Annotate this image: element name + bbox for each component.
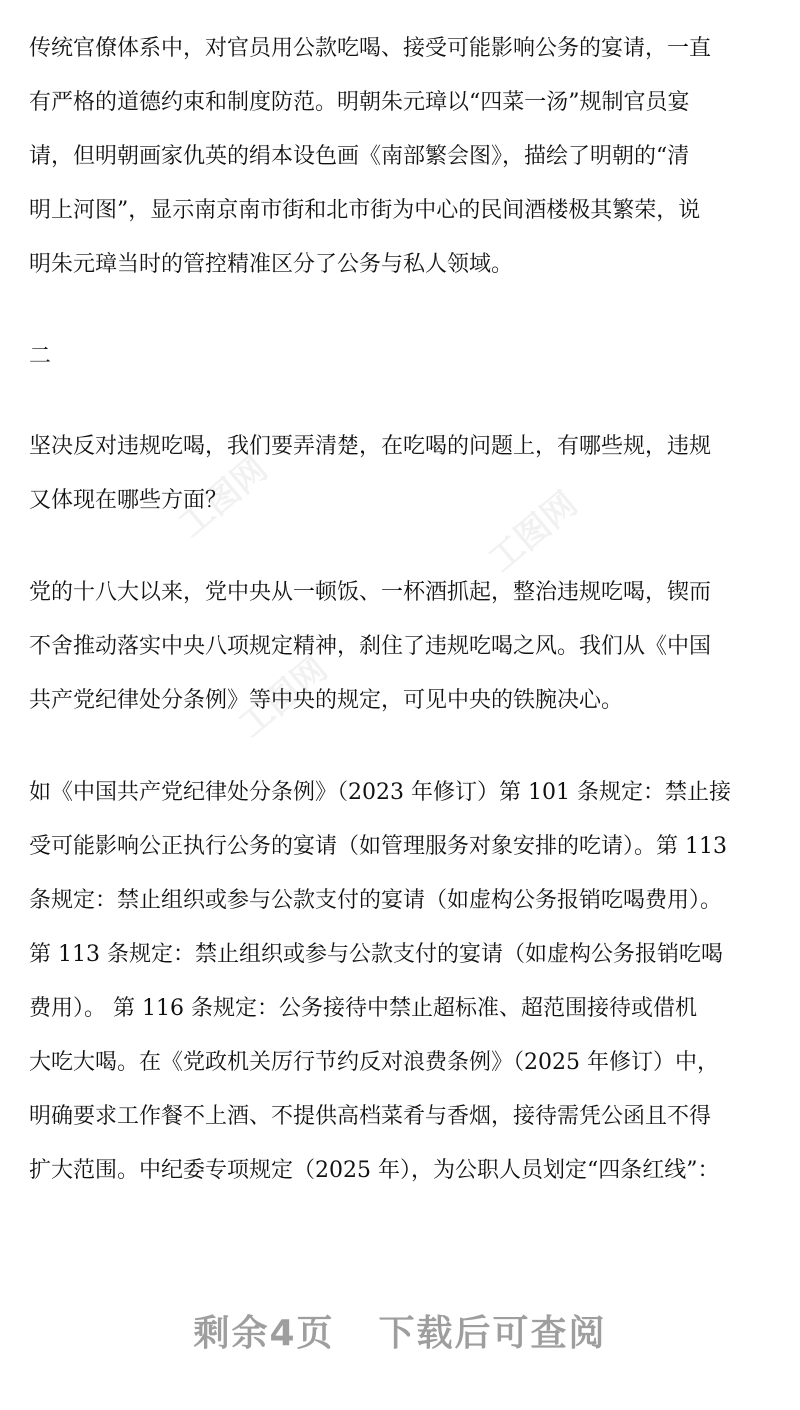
section-marker: 二 — [29, 344, 52, 369]
text-line: 党的十八大以来，党中央从一顿饭、一杯酒抓起，整治违规吃喝，锲而 — [29, 580, 712, 605]
text-line: 条规定：禁止组织或参与公款支付的宴请（如虚构公务报销吃喝费用）。 — [29, 888, 723, 913]
paragraph-4 — [29, 766, 774, 1198]
download-hint-label: 下载后可查阅 — [378, 1313, 607, 1354]
text-line: 明朱元璋当时的管控精准区分了公务与私人领域。 — [29, 252, 514, 277]
text-line: 又体现在哪些方面？ — [29, 488, 228, 513]
watermark: 工图网 — [231, 649, 336, 746]
text-line: 不舍推动落实中央八项规定精神，刹住了违规吃喝之风。我们从《中国 — [29, 634, 712, 659]
text-line: 有严格的道德约束和制度防范。明朝朱元璋以“四菜一汤”规制官员宴 — [29, 90, 690, 115]
text-line: 大吃大喝。在《党政机关厉行节约反对浪费条例》（2025 年修订）中， — [29, 1050, 719, 1075]
text-line: 扩大范围。中纪委专项规定（2025 年），为公职人员划定“四条红线”： — [29, 1158, 720, 1183]
text-line: 费用）。 第 116 条规定：公务接待中禁止超标准、超范围接待或借机 — [29, 996, 697, 1021]
text-line: 受可能影响公正执行公务的宴请（如管理服务对象安排的吃请）。第 113 — [29, 834, 727, 859]
paragraph-3 — [29, 566, 774, 728]
text-line: 明上河图”，显示南京南市街和北市街为中心的民间酒楼极其繁荣，说 — [29, 198, 701, 223]
text-line: 坚决反对违规吃喝，我们要弄清楚，在吃喝的问题上，有哪些规，违规 — [29, 434, 712, 459]
watermark: 工图网 — [481, 484, 586, 581]
text-line: 明确要求工作餐不上酒、不提供高档菜肴与香烟，接待需凭公函且不得 — [29, 1104, 712, 1129]
text-line: 第 113 条规定：禁止组织或参与公款支付的宴请（如虚构公务报销吃喝 — [29, 942, 723, 967]
text-line: 共产党纪律处分条例》等中央的规定，可见中央的铁腕决心。 — [29, 688, 624, 713]
watermark: 工图网 — [171, 449, 276, 546]
download-prompt[interactable] — [0, 1305, 800, 1356]
text-line: 请，但明朝画家仇英的绢本设色画《南部繁会图》，描绘了明朝的“清 — [29, 144, 690, 169]
remaining-pages-label: 剩余4页 — [193, 1313, 335, 1354]
text-line: 如《中国共产党纪律处分条例》（2023 年修订）第 101 条规定：禁止接 — [29, 780, 731, 805]
paragraph-2 — [29, 420, 774, 528]
text-line: 传统官僚体系中，对官员用公款吃喝、接受可能影响公务的宴请，一直 — [29, 36, 712, 61]
paragraph-1 — [29, 22, 774, 292]
